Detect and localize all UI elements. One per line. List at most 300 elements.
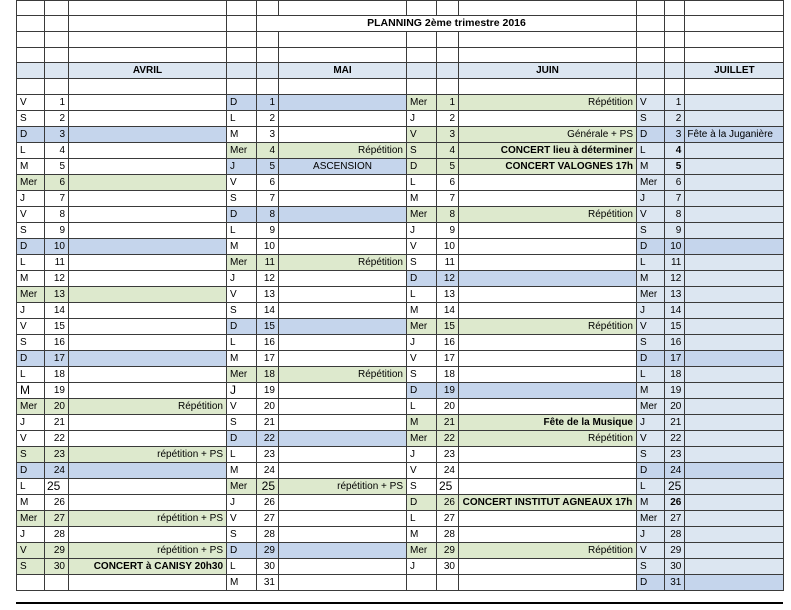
empty-event-cell[interactable] — [69, 110, 227, 126]
empty-event-cell[interactable] — [459, 382, 637, 398]
date-number-cell[interactable]: 19 — [257, 382, 279, 398]
weekday-cell[interactable]: S — [17, 334, 45, 350]
date-number-cell[interactable]: 16 — [257, 334, 279, 350]
weekday-cell[interactable]: J — [17, 190, 45, 206]
date-number-cell[interactable]: 20 — [665, 398, 685, 414]
empty-event-cell[interactable] — [685, 302, 784, 318]
empty-cell[interactable] — [437, 47, 459, 62]
weekday-cell[interactable]: J — [407, 446, 437, 462]
empty-cell[interactable] — [227, 79, 257, 94]
date-number-cell[interactable]: 13 — [665, 286, 685, 302]
event-cell[interactable]: Répétition — [459, 94, 637, 110]
date-number-cell[interactable] — [45, 574, 69, 590]
month-header-juin[interactable]: JUIN — [459, 63, 637, 79]
weekday-cell[interactable]: M — [637, 382, 665, 398]
empty-event-cell[interactable] — [279, 318, 407, 334]
empty-event-cell[interactable] — [279, 222, 407, 238]
date-number-cell[interactable]: 11 — [45, 254, 69, 270]
weekday-cell[interactable]: Mer — [637, 286, 665, 302]
date-number-cell[interactable]: 10 — [437, 238, 459, 254]
weekday-cell[interactable]: L — [407, 398, 437, 414]
weekday-cell[interactable]: L — [17, 254, 45, 270]
date-number-cell[interactable]: 14 — [437, 302, 459, 318]
weekday-cell[interactable]: V — [637, 542, 665, 558]
weekday-cell[interactable]: S — [227, 302, 257, 318]
empty-cell[interactable] — [637, 16, 665, 32]
event-cell[interactable]: Répétition — [459, 430, 637, 446]
date-number-cell[interactable]: 26 — [45, 494, 69, 510]
weekday-cell[interactable]: S — [227, 414, 257, 430]
weekday-cell[interactable]: J — [227, 382, 257, 398]
date-number-cell[interactable]: 30 — [257, 558, 279, 574]
event-cell[interactable]: Répétition — [459, 542, 637, 558]
empty-event-cell[interactable] — [69, 302, 227, 318]
weekday-cell[interactable]: Mer — [407, 206, 437, 222]
date-number-cell[interactable]: 24 — [45, 462, 69, 478]
empty-cell[interactable] — [279, 47, 407, 62]
date-number-cell[interactable]: 11 — [665, 254, 685, 270]
date-number-cell[interactable]: 15 — [257, 318, 279, 334]
weekday-cell[interactable]: D — [407, 270, 437, 286]
empty-event-cell[interactable] — [69, 126, 227, 142]
empty-event-cell[interactable] — [685, 206, 784, 222]
weekday-cell[interactable]: J — [17, 526, 45, 542]
weekday-cell[interactable]: S — [17, 558, 45, 574]
date-number-cell[interactable]: 15 — [665, 318, 685, 334]
empty-cell[interactable] — [637, 32, 665, 47]
weekday-cell[interactable]: J — [227, 270, 257, 286]
weekday-cell[interactable]: D — [227, 430, 257, 446]
empty-event-cell[interactable] — [685, 382, 784, 398]
weekday-cell[interactable]: V — [227, 398, 257, 414]
empty-event-cell[interactable] — [279, 126, 407, 142]
weekday-cell[interactable] — [407, 574, 437, 590]
weekday-cell[interactable]: S — [637, 222, 665, 238]
empty-cell[interactable] — [685, 16, 784, 32]
empty-event-cell[interactable] — [685, 414, 784, 430]
empty-event-cell[interactable] — [279, 398, 407, 414]
weekday-cell[interactable]: L — [637, 254, 665, 270]
month-header-avril[interactable]: AVRIL — [69, 63, 227, 79]
weekday-cell[interactable]: D — [17, 350, 45, 366]
empty-cell[interactable] — [407, 47, 437, 62]
date-number-cell[interactable]: 17 — [437, 350, 459, 366]
weekday-cell[interactable]: L — [637, 366, 665, 382]
event-cell[interactable]: Répétition — [279, 142, 407, 158]
date-number-cell[interactable]: 6 — [665, 174, 685, 190]
empty-event-cell[interactable] — [279, 574, 407, 590]
empty-event-cell[interactable] — [279, 238, 407, 254]
empty-cell[interactable] — [437, 1, 459, 16]
weekday-cell[interactable]: L — [227, 446, 257, 462]
weekday-cell[interactable]: Mer — [17, 398, 45, 414]
date-number-cell[interactable]: 30 — [45, 558, 69, 574]
weekday-cell[interactable]: M — [17, 270, 45, 286]
date-number-cell[interactable]: 1 — [45, 94, 69, 110]
weekday-cell[interactable]: V — [637, 94, 665, 110]
date-number-cell[interactable]: 27 — [665, 510, 685, 526]
empty-event-cell[interactable] — [69, 206, 227, 222]
weekday-cell[interactable]: D — [227, 542, 257, 558]
date-number-cell[interactable]: 27 — [257, 510, 279, 526]
weekday-cell[interactable]: D — [227, 206, 257, 222]
empty-event-cell[interactable] — [459, 510, 637, 526]
date-number-cell[interactable]: 7 — [665, 190, 685, 206]
event-cell[interactable]: CONCERT VALOGNES 17h — [459, 158, 637, 174]
weekday-cell[interactable] — [17, 574, 45, 590]
weekday-cell[interactable]: D — [407, 382, 437, 398]
empty-cell[interactable] — [685, 32, 784, 47]
date-number-cell[interactable]: 1 — [665, 94, 685, 110]
date-number-cell[interactable]: 28 — [257, 526, 279, 542]
empty-cell[interactable] — [257, 47, 279, 62]
event-cell[interactable]: répétition + PS — [69, 446, 227, 462]
date-number-cell[interactable]: 16 — [45, 334, 69, 350]
empty-event-cell[interactable] — [685, 366, 784, 382]
empty-event-cell[interactable] — [459, 174, 637, 190]
empty-event-cell[interactable] — [685, 574, 784, 590]
empty-event-cell[interactable] — [685, 174, 784, 190]
weekday-cell[interactable]: M — [637, 494, 665, 510]
empty-cell[interactable] — [665, 1, 685, 16]
date-number-cell[interactable]: 8 — [45, 206, 69, 222]
date-number-cell[interactable]: 14 — [665, 302, 685, 318]
date-number-cell[interactable]: 5 — [257, 158, 279, 174]
weekday-cell[interactable]: V — [407, 462, 437, 478]
empty-event-cell[interactable] — [279, 206, 407, 222]
weekday-cell[interactable]: Mer — [407, 542, 437, 558]
empty-event-cell[interactable] — [685, 558, 784, 574]
weekday-cell[interactable]: D — [17, 238, 45, 254]
empty-event-cell[interactable] — [685, 510, 784, 526]
date-number-cell[interactable]: 18 — [257, 366, 279, 382]
weekday-cell[interactable]: L — [407, 286, 437, 302]
event-cell[interactable]: ASCENSION — [279, 158, 407, 174]
date-number-cell[interactable]: 1 — [257, 94, 279, 110]
empty-cell[interactable] — [459, 32, 637, 47]
event-cell[interactable]: répétition + PS — [279, 478, 407, 494]
empty-event-cell[interactable] — [279, 350, 407, 366]
date-number-cell[interactable]: 5 — [45, 158, 69, 174]
weekday-cell[interactable]: M — [17, 382, 45, 398]
empty-event-cell[interactable] — [279, 558, 407, 574]
page-title[interactable]: PLANNING 2ème trimestre 2016 — [257, 16, 637, 32]
weekday-cell[interactable]: S — [407, 366, 437, 382]
empty-cell[interactable] — [459, 47, 637, 62]
empty-event-cell[interactable] — [69, 366, 227, 382]
empty-cell[interactable] — [279, 32, 407, 47]
date-number-cell[interactable]: 29 — [665, 542, 685, 558]
empty-cell[interactable] — [459, 1, 637, 16]
event-cell[interactable]: Répétition — [279, 254, 407, 270]
empty-event-cell[interactable] — [69, 526, 227, 542]
date-number-cell[interactable]: 23 — [437, 446, 459, 462]
empty-cell[interactable] — [69, 47, 227, 62]
date-number-cell[interactable]: 25 — [665, 478, 685, 494]
date-number-cell[interactable]: 25 — [437, 478, 459, 494]
weekday-cell[interactable]: J — [407, 110, 437, 126]
empty-cell[interactable] — [69, 32, 227, 47]
weekday-cell[interactable]: V — [407, 238, 437, 254]
empty-event-cell[interactable] — [279, 286, 407, 302]
weekday-cell[interactable]: Mer — [227, 366, 257, 382]
empty-cell[interactable] — [637, 79, 665, 94]
date-number-cell[interactable]: 18 — [665, 366, 685, 382]
date-number-cell[interactable]: 4 — [437, 142, 459, 158]
weekday-cell[interactable]: S — [227, 526, 257, 542]
empty-event-cell[interactable] — [69, 350, 227, 366]
empty-cell[interactable] — [665, 79, 685, 94]
empty-event-cell[interactable] — [69, 414, 227, 430]
date-number-cell[interactable]: 3 — [257, 126, 279, 142]
weekday-cell[interactable]: Mer — [17, 174, 45, 190]
empty-cell[interactable] — [257, 32, 279, 47]
empty-event-cell[interactable] — [685, 462, 784, 478]
date-number-cell[interactable]: 2 — [45, 110, 69, 126]
weekday-cell[interactable]: S — [637, 110, 665, 126]
weekday-cell[interactable]: S — [637, 334, 665, 350]
empty-event-cell[interactable] — [685, 494, 784, 510]
date-number-cell[interactable]: 28 — [665, 526, 685, 542]
event-cell[interactable]: répétition + PS — [69, 510, 227, 526]
empty-cell[interactable] — [45, 32, 69, 47]
empty-event-cell[interactable] — [459, 334, 637, 350]
weekday-cell[interactable]: Mer — [17, 286, 45, 302]
empty-cell[interactable] — [45, 16, 69, 32]
date-number-cell[interactable]: 10 — [45, 238, 69, 254]
event-cell[interactable]: CONCERT INSTITUT AGNEAUX 17h — [459, 494, 637, 510]
empty-cell[interactable] — [665, 32, 685, 47]
empty-cell[interactable] — [685, 1, 784, 16]
weekday-cell[interactable]: M — [17, 494, 45, 510]
weekday-cell[interactable]: V — [17, 318, 45, 334]
weekday-cell[interactable]: L — [17, 366, 45, 382]
date-number-cell[interactable]: 28 — [45, 526, 69, 542]
empty-event-cell[interactable] — [279, 494, 407, 510]
date-number-cell[interactable]: 16 — [665, 334, 685, 350]
weekday-cell[interactable]: M — [407, 302, 437, 318]
empty-cell[interactable] — [227, 63, 257, 79]
empty-cell[interactable] — [227, 47, 257, 62]
empty-cell[interactable] — [227, 32, 257, 47]
empty-event-cell[interactable] — [69, 158, 227, 174]
empty-event-cell[interactable] — [459, 254, 637, 270]
date-number-cell[interactable]: 8 — [665, 206, 685, 222]
empty-event-cell[interactable] — [69, 478, 227, 494]
date-number-cell[interactable]: 3 — [437, 126, 459, 142]
weekday-cell[interactable]: D — [407, 158, 437, 174]
empty-event-cell[interactable] — [685, 318, 784, 334]
date-number-cell[interactable]: 4 — [45, 142, 69, 158]
empty-event-cell[interactable] — [279, 430, 407, 446]
empty-cell[interactable] — [45, 1, 69, 16]
weekday-cell[interactable]: Mer — [227, 142, 257, 158]
empty-cell[interactable] — [665, 47, 685, 62]
empty-cell[interactable] — [685, 79, 784, 94]
empty-event-cell[interactable] — [279, 270, 407, 286]
empty-cell[interactable] — [257, 1, 279, 16]
empty-event-cell[interactable] — [279, 526, 407, 542]
event-cell[interactable]: Répétition — [459, 206, 637, 222]
empty-event-cell[interactable] — [685, 142, 784, 158]
weekday-cell[interactable]: D — [407, 494, 437, 510]
date-number-cell[interactable]: 20 — [45, 398, 69, 414]
empty-event-cell[interactable] — [69, 494, 227, 510]
empty-event-cell[interactable] — [459, 526, 637, 542]
date-number-cell[interactable]: 16 — [437, 334, 459, 350]
event-cell[interactable]: Fête à la Juganière — [685, 126, 784, 142]
empty-event-cell[interactable] — [459, 478, 637, 494]
weekday-cell[interactable]: J — [227, 158, 257, 174]
weekday-cell[interactable]: M — [407, 190, 437, 206]
month-header-mai[interactable]: MAI — [279, 63, 407, 79]
empty-event-cell[interactable] — [459, 110, 637, 126]
date-number-cell[interactable]: 23 — [665, 446, 685, 462]
empty-cell[interactable] — [279, 1, 407, 16]
empty-event-cell[interactable] — [279, 542, 407, 558]
empty-cell[interactable] — [637, 47, 665, 62]
empty-event-cell[interactable] — [69, 270, 227, 286]
date-number-cell[interactable]: 19 — [437, 382, 459, 398]
date-number-cell[interactable]: 23 — [257, 446, 279, 462]
date-number-cell[interactable]: 7 — [437, 190, 459, 206]
empty-event-cell[interactable] — [279, 190, 407, 206]
date-number-cell[interactable]: 4 — [665, 142, 685, 158]
date-number-cell[interactable]: 24 — [257, 462, 279, 478]
weekday-cell[interactable]: D — [17, 462, 45, 478]
empty-event-cell[interactable] — [459, 238, 637, 254]
empty-cell[interactable] — [257, 79, 279, 94]
empty-event-cell[interactable] — [279, 110, 407, 126]
empty-event-cell[interactable] — [459, 270, 637, 286]
weekday-cell[interactable]: S — [227, 190, 257, 206]
weekday-cell[interactable]: D — [227, 94, 257, 110]
weekday-cell[interactable]: V — [227, 286, 257, 302]
empty-event-cell[interactable] — [459, 446, 637, 462]
empty-event-cell[interactable] — [459, 462, 637, 478]
empty-cell[interactable] — [437, 79, 459, 94]
date-number-cell[interactable]: 3 — [45, 126, 69, 142]
empty-event-cell[interactable] — [279, 414, 407, 430]
event-cell[interactable]: Répétition — [279, 366, 407, 382]
empty-event-cell[interactable] — [459, 302, 637, 318]
event-cell[interactable]: Répétition — [69, 398, 227, 414]
date-number-cell[interactable]: 21 — [45, 414, 69, 430]
date-number-cell[interactable]: 6 — [257, 174, 279, 190]
weekday-cell[interactable]: S — [17, 222, 45, 238]
date-number-cell[interactable]: 15 — [45, 318, 69, 334]
date-number-cell[interactable]: 5 — [437, 158, 459, 174]
date-number-cell[interactable]: 22 — [257, 430, 279, 446]
weekday-cell[interactable]: L — [637, 142, 665, 158]
empty-event-cell[interactable] — [69, 286, 227, 302]
weekday-cell[interactable]: V — [407, 126, 437, 142]
empty-event-cell[interactable] — [685, 222, 784, 238]
weekday-cell[interactable]: L — [227, 110, 257, 126]
empty-event-cell[interactable] — [69, 190, 227, 206]
empty-event-cell[interactable] — [69, 222, 227, 238]
date-number-cell[interactable]: 31 — [665, 574, 685, 590]
weekday-cell[interactable]: D — [637, 462, 665, 478]
empty-cell[interactable] — [69, 1, 227, 16]
weekday-cell[interactable]: M — [637, 158, 665, 174]
empty-cell[interactable] — [407, 63, 437, 79]
empty-event-cell[interactable] — [69, 334, 227, 350]
weekday-cell[interactable]: S — [407, 478, 437, 494]
empty-event-cell[interactable] — [459, 350, 637, 366]
weekday-cell[interactable]: Mer — [637, 174, 665, 190]
empty-cell[interactable] — [17, 63, 45, 79]
empty-event-cell[interactable] — [279, 174, 407, 190]
weekday-cell[interactable]: D — [227, 318, 257, 334]
weekday-cell[interactable]: J — [407, 334, 437, 350]
empty-event-cell[interactable] — [685, 478, 784, 494]
empty-cell[interactable] — [407, 79, 437, 94]
event-cell[interactable]: Fête de la Musique — [459, 414, 637, 430]
empty-cell[interactable] — [45, 63, 69, 79]
date-number-cell[interactable]: 26 — [665, 494, 685, 510]
date-number-cell[interactable]: 28 — [437, 526, 459, 542]
empty-cell[interactable] — [69, 79, 227, 94]
date-number-cell[interactable]: 9 — [437, 222, 459, 238]
empty-event-cell[interactable] — [69, 318, 227, 334]
empty-event-cell[interactable] — [685, 286, 784, 302]
date-number-cell[interactable]: 6 — [45, 174, 69, 190]
date-number-cell[interactable]: 18 — [45, 366, 69, 382]
date-number-cell[interactable]: 9 — [257, 222, 279, 238]
weekday-cell[interactable]: Mer — [407, 430, 437, 446]
empty-cell[interactable] — [45, 79, 69, 94]
date-number-cell[interactable]: 31 — [257, 574, 279, 590]
date-number-cell[interactable]: 10 — [665, 238, 685, 254]
empty-cell[interactable] — [437, 32, 459, 47]
empty-cell[interactable] — [459, 79, 637, 94]
empty-event-cell[interactable] — [459, 190, 637, 206]
weekday-cell[interactable]: Mer — [407, 318, 437, 334]
empty-event-cell[interactable] — [685, 446, 784, 462]
weekday-cell[interactable]: L — [227, 558, 257, 574]
empty-event-cell[interactable] — [685, 526, 784, 542]
date-number-cell[interactable]: 5 — [665, 158, 685, 174]
date-number-cell[interactable]: 20 — [437, 398, 459, 414]
weekday-cell[interactable]: S — [637, 446, 665, 462]
weekday-cell[interactable]: L — [227, 222, 257, 238]
date-number-cell[interactable]: 24 — [665, 462, 685, 478]
weekday-cell[interactable]: S — [407, 142, 437, 158]
date-number-cell[interactable]: 24 — [437, 462, 459, 478]
date-number-cell[interactable]: 30 — [437, 558, 459, 574]
weekday-cell[interactable]: J — [637, 302, 665, 318]
date-number-cell[interactable]: 11 — [437, 254, 459, 270]
empty-cell[interactable] — [665, 63, 685, 79]
empty-event-cell[interactable] — [685, 94, 784, 110]
weekday-cell[interactable]: J — [637, 190, 665, 206]
empty-event-cell[interactable] — [685, 238, 784, 254]
empty-cell[interactable] — [227, 16, 257, 32]
weekday-cell[interactable]: S — [407, 254, 437, 270]
date-number-cell[interactable]: 9 — [45, 222, 69, 238]
date-number-cell[interactable]: 20 — [257, 398, 279, 414]
date-number-cell[interactable]: 19 — [45, 382, 69, 398]
weekday-cell[interactable]: M — [227, 462, 257, 478]
empty-event-cell[interactable] — [279, 446, 407, 462]
empty-event-cell[interactable] — [685, 110, 784, 126]
empty-cell[interactable] — [17, 16, 45, 32]
empty-event-cell[interactable] — [279, 302, 407, 318]
empty-cell[interactable] — [69, 16, 227, 32]
weekday-cell[interactable]: M — [17, 158, 45, 174]
date-number-cell[interactable]: 21 — [665, 414, 685, 430]
